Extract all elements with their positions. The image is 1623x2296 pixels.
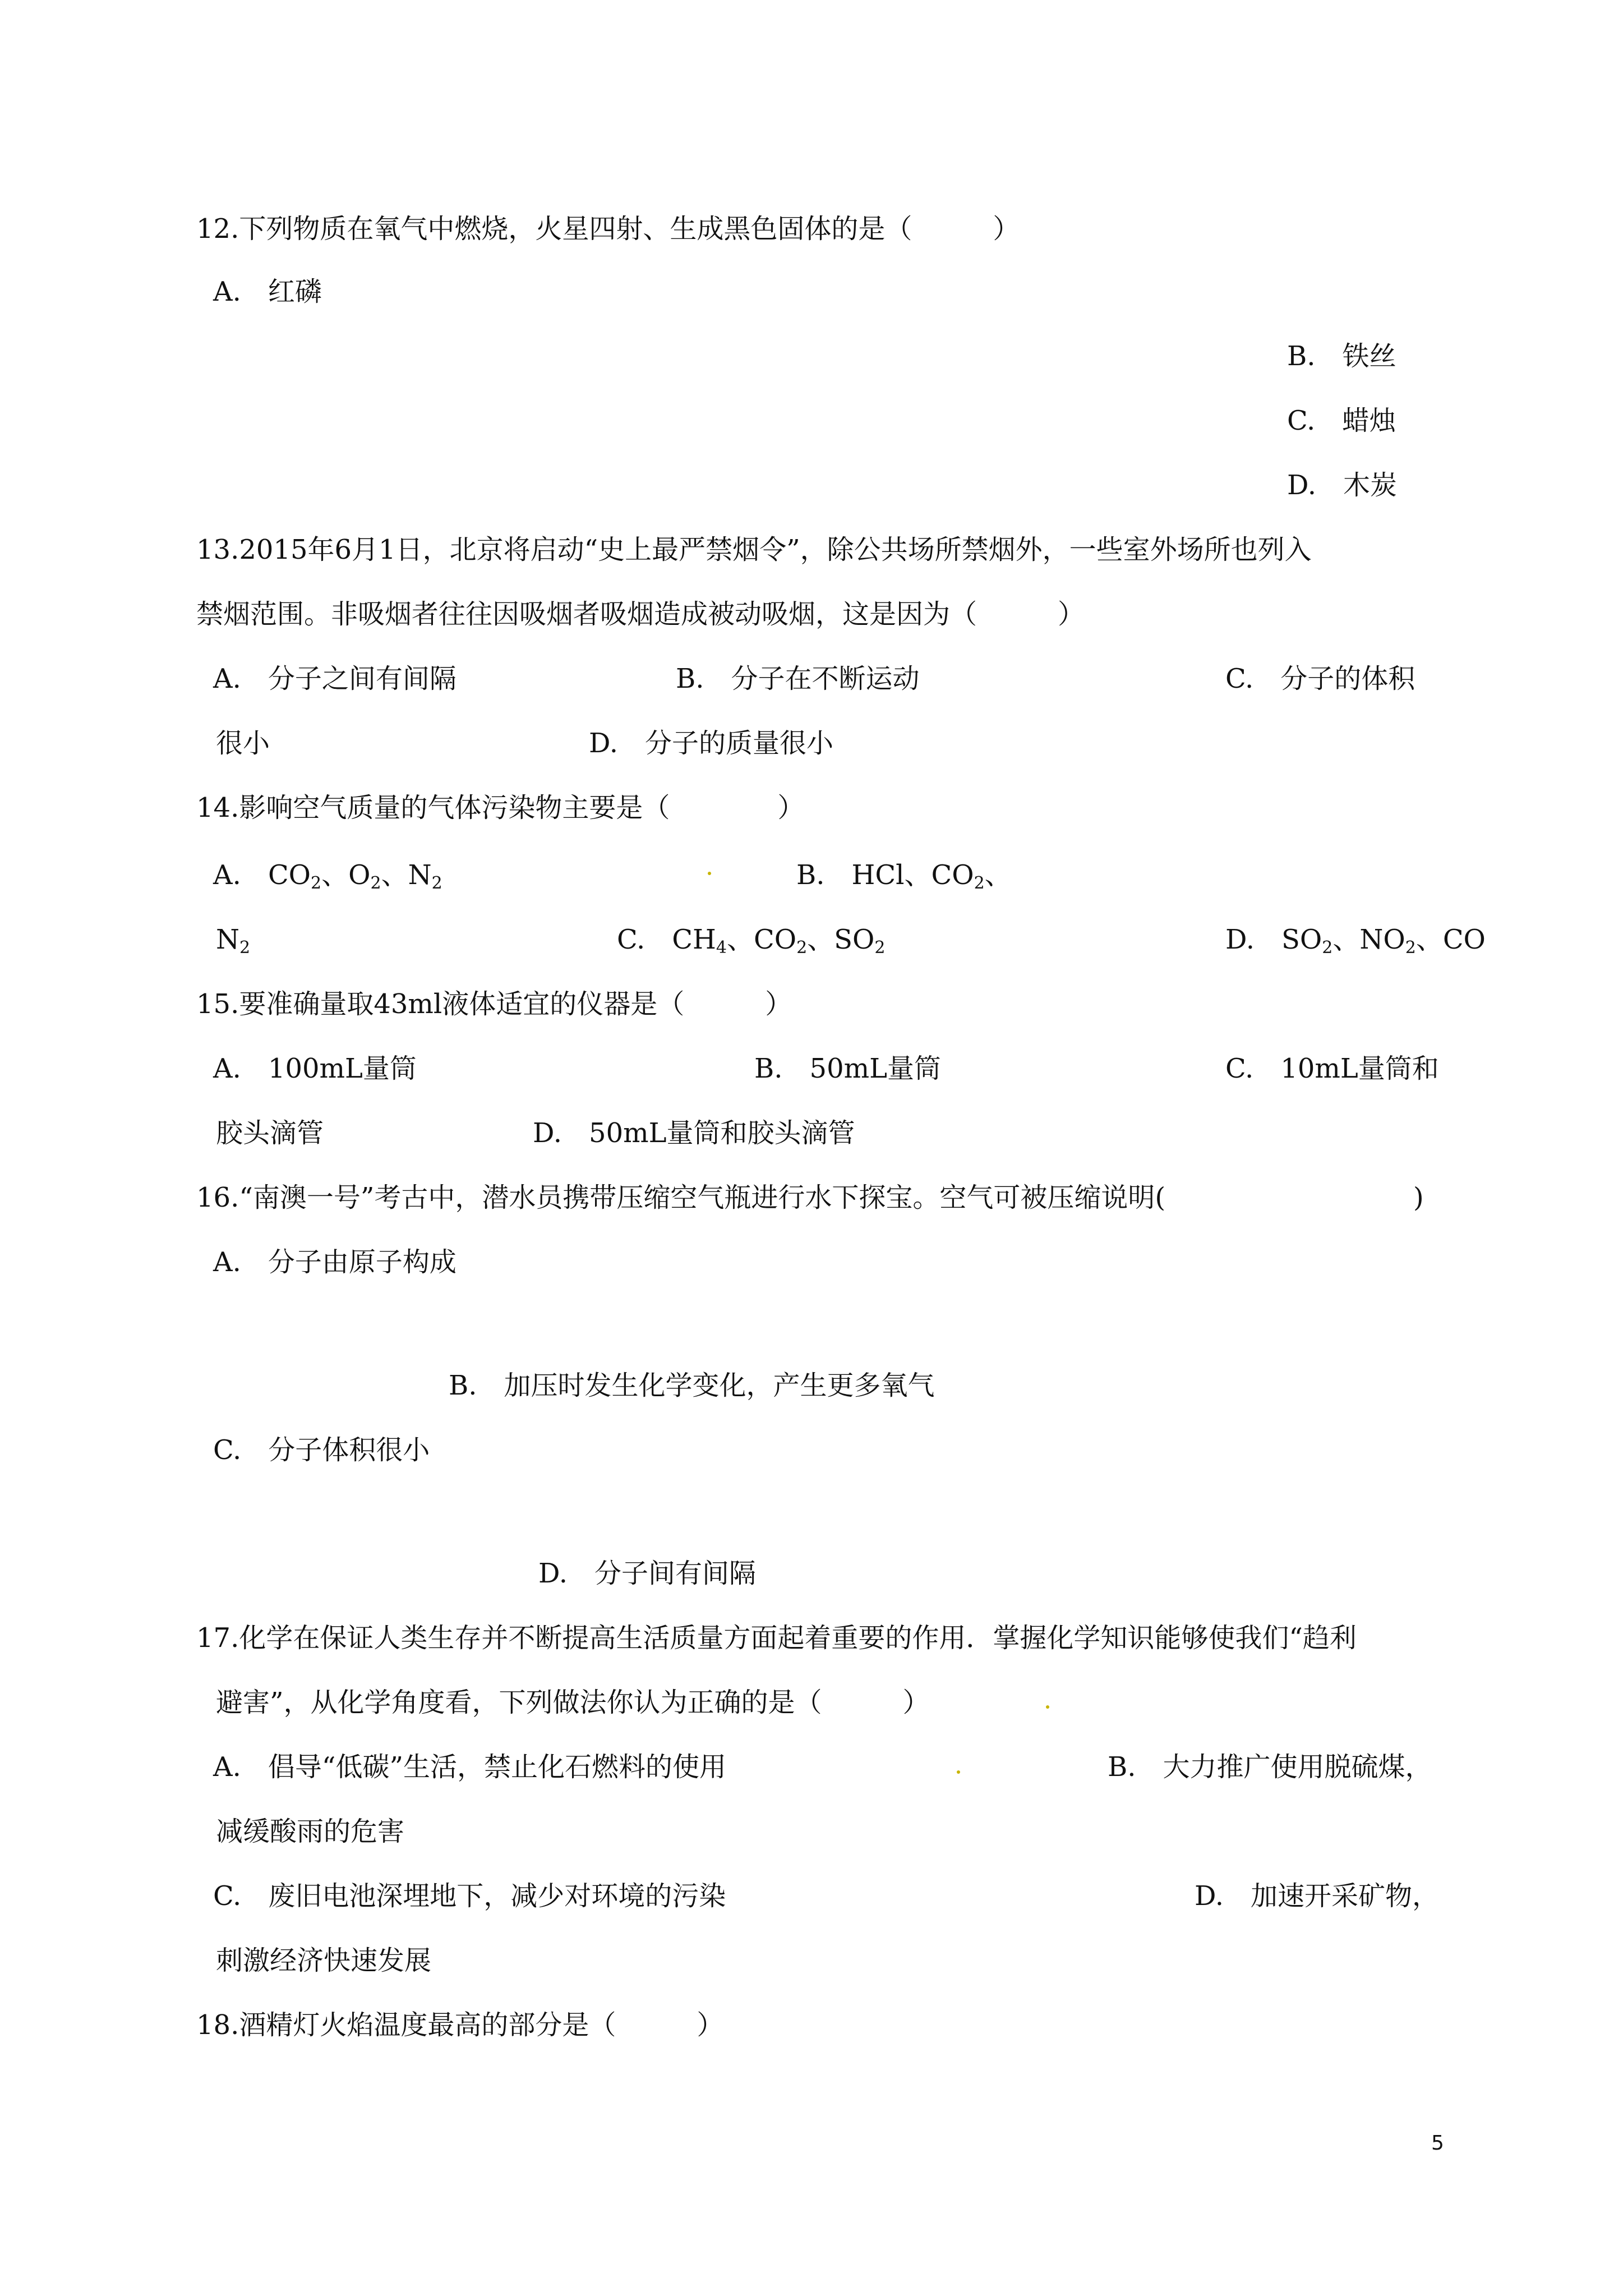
q12-option-d: D. 木炭	[1287, 470, 1398, 501]
q12-option-b: B. 铁丝	[1287, 341, 1396, 372]
q15-stem: 15.要准确量取43ml液体适宜的仪器是（ ）	[196, 988, 792, 1020]
scan-speck	[957, 1770, 960, 1774]
q17-option-d: D. 加速开采矿物，	[1195, 1880, 1440, 1912]
q13-option-c: C. 分子的体积	[1225, 663, 1415, 694]
q17-option-c: C. 废旧电池深埋地下，减少对环境的污染	[213, 1880, 726, 1912]
q15-option-c-continued: 胶头滴管	[216, 1117, 324, 1149]
q15-option-c: C. 10mL量筒和	[1225, 1053, 1439, 1084]
q16-option-b: B. 加压时发生化学变化，产生更多氧气	[449, 1370, 935, 1401]
scan-speck	[708, 872, 711, 875]
q15-option-b: B. 50mL量筒	[754, 1053, 942, 1084]
q14-options-row1	[0, 858, 1623, 892]
q17-stem-line1: 17.化学在保证人类生存并不断提高生活质量方面起着重要的作用．掌握化学知识能够使我们“趋利	[196, 1622, 1357, 1654]
q14-option-b: B. HCl、$CO_2$、	[796, 859, 1012, 893]
q13-option-a: A. 分子之间有间隔	[213, 663, 457, 694]
q17-option-b: B. 大力推广使用脱硫煤，	[1108, 1751, 1432, 1783]
q16-option-a: A. 分子由原子构成	[213, 1246, 457, 1278]
q16-stem	[0, 1181, 1623, 1214]
q15-options-row1	[0, 1052, 1623, 1085]
scan-speck	[1046, 1705, 1049, 1709]
q17-option-b-continued: 减缓酸雨的危害	[216, 1816, 405, 1847]
q14-options-row2	[0, 923, 1623, 956]
page-number: 5	[1431, 2132, 1444, 2155]
q13-options-row1	[0, 662, 1623, 696]
q14-option-c: C. $CH_4$、$CO_2$、$SO_2$	[617, 924, 886, 958]
q13-stem-line2: 禁烟范围。非吸烟者往往因吸烟者吸烟造成被动吸烟，这是因为（ ）	[196, 599, 1085, 630]
q14-option-d: D. $SO_2$、$NO_2$、CO	[1225, 924, 1486, 958]
q12-option-a: A. 红磷	[213, 276, 322, 307]
q15-option-d: D. 50mL量筒和胶头滴管	[533, 1117, 855, 1149]
q13-option-b: B. 分子在不断运动	[676, 663, 920, 694]
q14-option-a: A. $CO_2$、$O_2$、$N_2$	[213, 859, 442, 893]
q17-option-a: A. 倡导“低碳”生活，禁止化石燃料的使用	[213, 1751, 727, 1783]
q17-options-row2	[0, 1879, 1623, 1913]
q12-stem: 12.下列物质在氧气中燃烧，火星四射、生成黑色固体的是（ ）	[196, 213, 1020, 245]
q12-option-c: C. 蜡烛	[1287, 405, 1396, 436]
q16-option-c: C. 分子体积很小	[213, 1434, 430, 1466]
q13-stem-line1: 13.2015年6月1日，北京将启动“史上最严禁烟令”，除公共场所禁烟外，一些室外场所也列入	[196, 534, 1312, 565]
q17-stem-line2: 避害”，从化学角度看，下列做法你认为正确的是（ ）	[216, 1687, 930, 1718]
q14-option-b-continued: $N_2$	[216, 924, 251, 958]
q15-options-row2	[0, 1116, 1623, 1150]
q17-option-d-continued: 刺激经济快速发展	[216, 1945, 432, 1976]
q14-stem: 14.影响空气质量的气体污染物主要是（ ）	[196, 792, 805, 823]
q17-options-row1	[0, 1750, 1623, 1784]
q16-stem-close-paren: )	[1413, 1182, 1424, 1213]
q13-options-row2	[0, 726, 1623, 760]
q16-stem-text: 16.“南澳一号”考古中，潜水员携带压缩空气瓶进行水下探宝。空气可被压缩说明(	[196, 1182, 1166, 1213]
q13-option-c-continued: 很小	[216, 728, 270, 759]
q16-option-d: D. 分子间有间隔	[538, 1558, 757, 1589]
q18-stem: 18.酒精灯火焰温度最高的部分是（ ）	[196, 2009, 724, 2041]
q13-option-d: D. 分子的质量很小	[589, 728, 834, 759]
q15-option-a: A. 100mL量筒	[213, 1053, 417, 1084]
